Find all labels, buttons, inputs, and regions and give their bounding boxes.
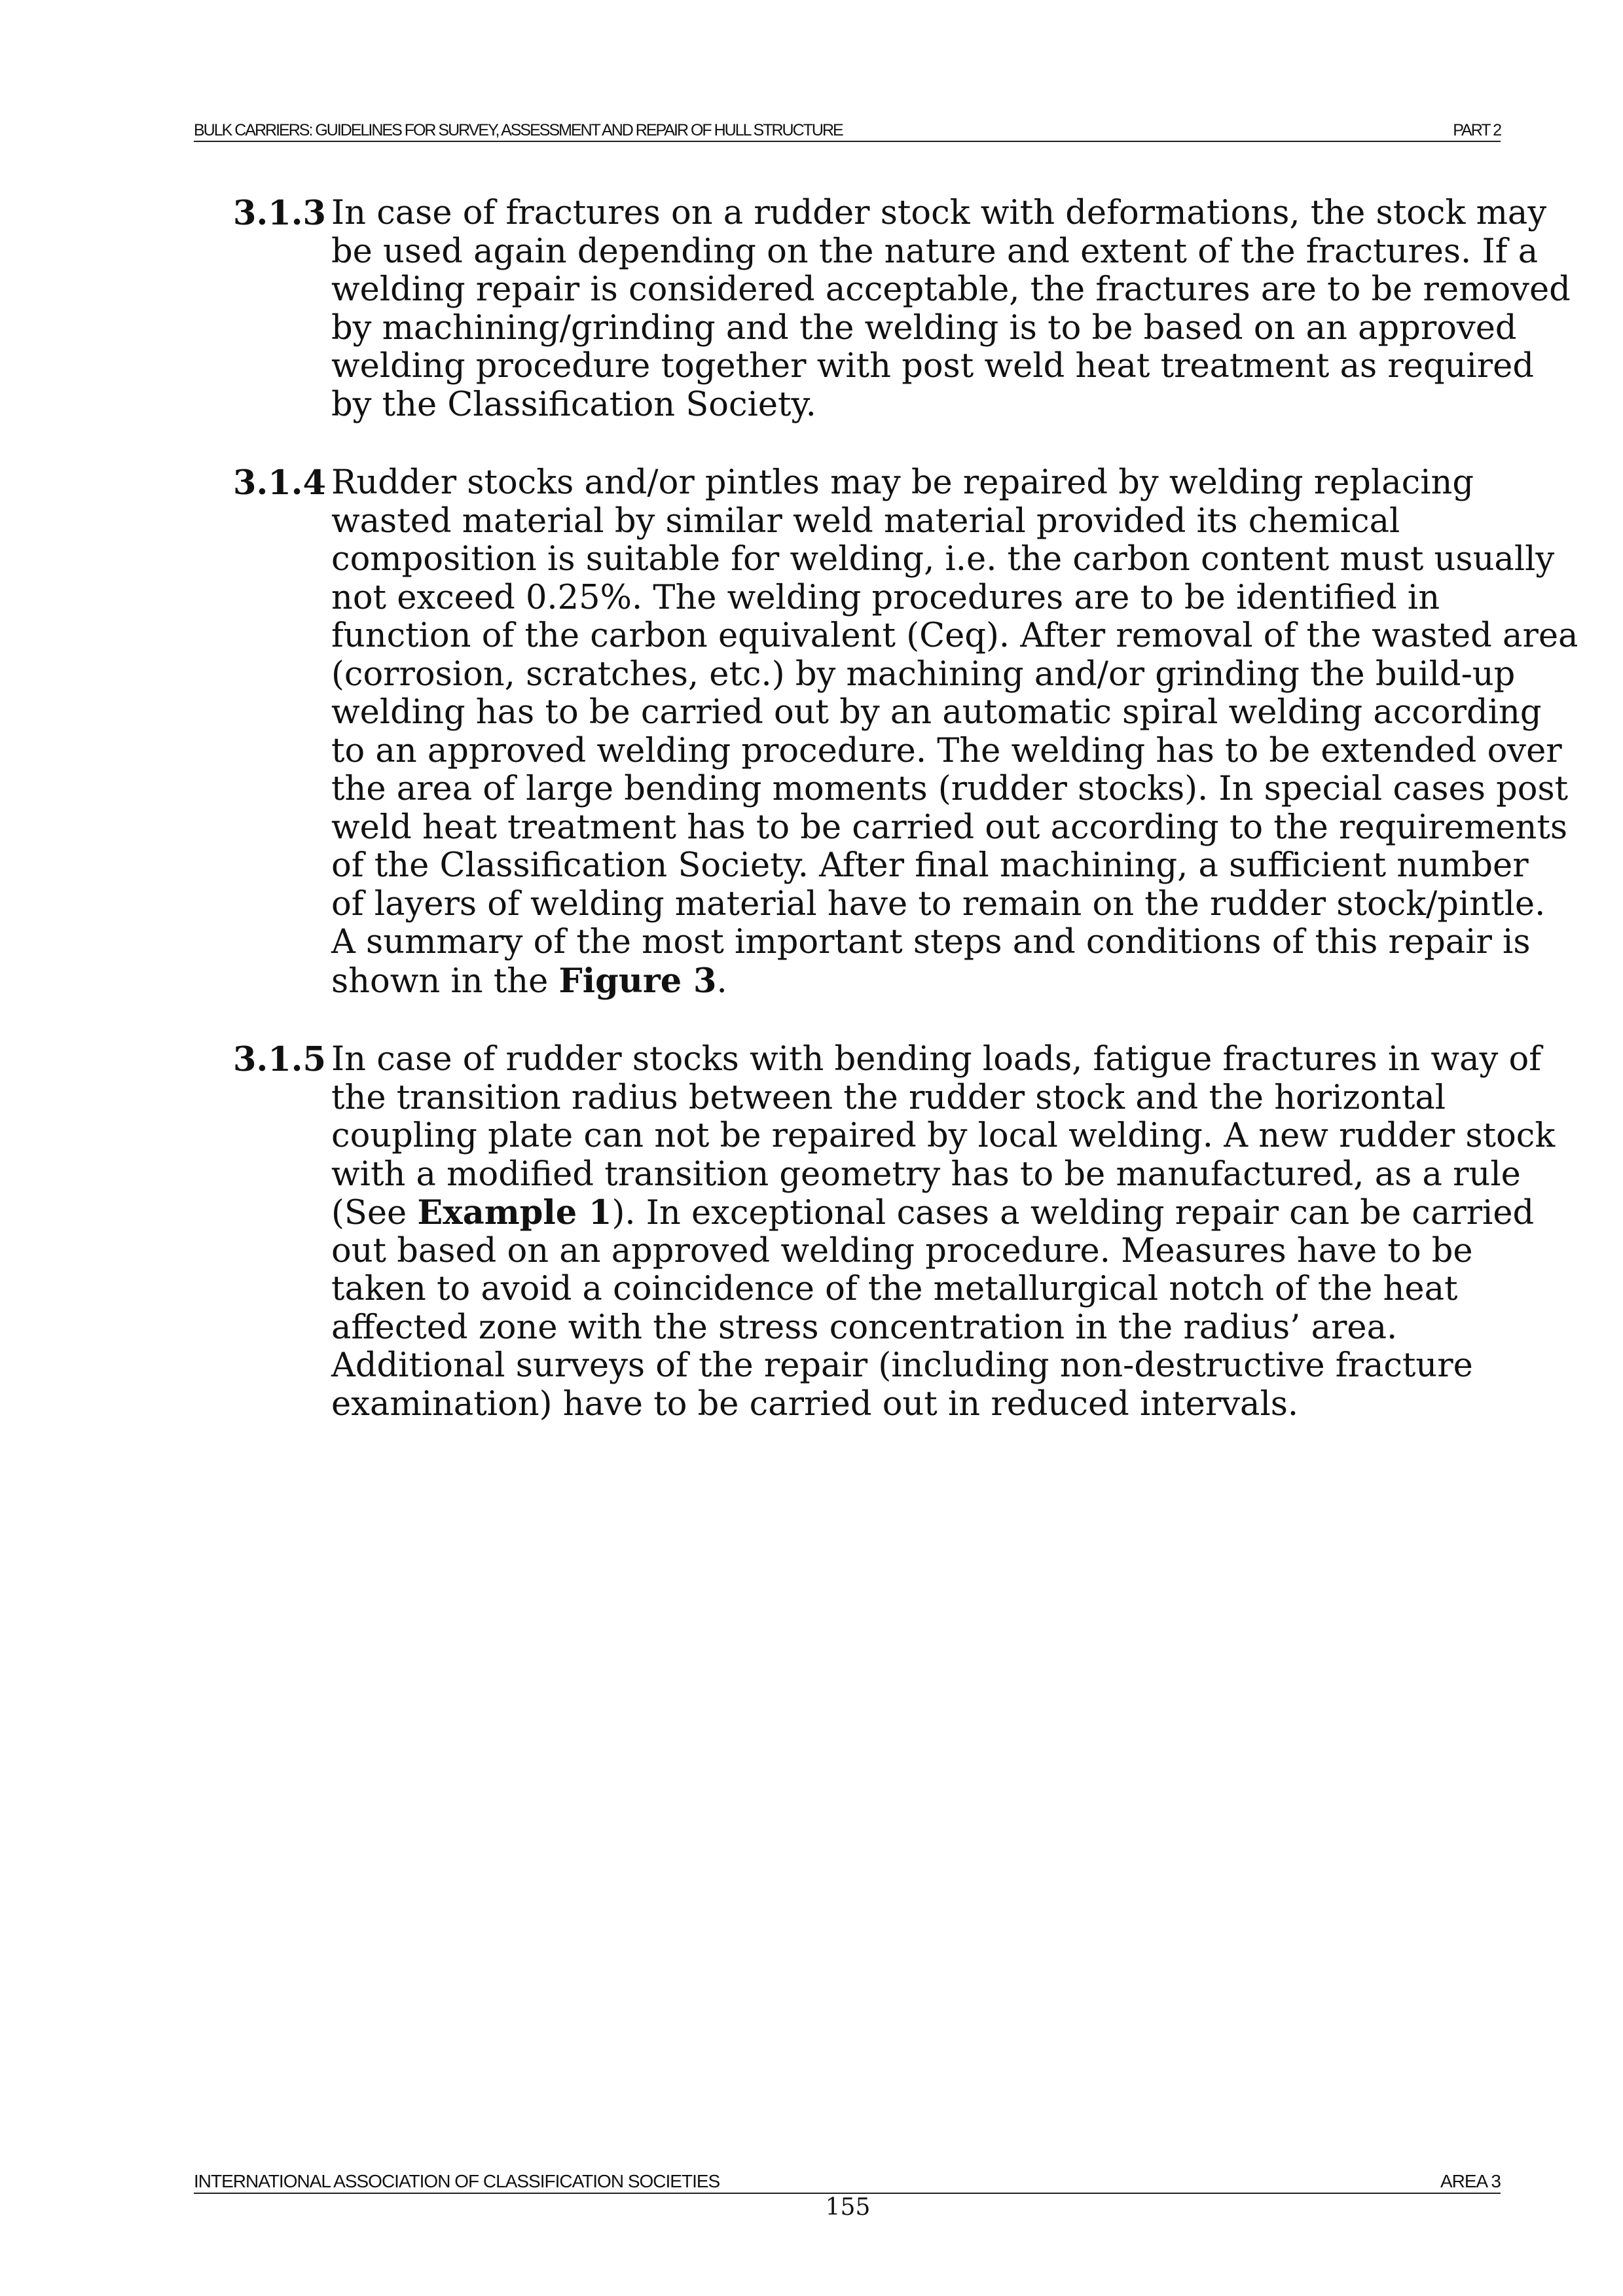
- text-line: welding procedure together with post weld heat treatment as required: [331, 347, 1534, 386]
- text-line: taken to avoid a coincidence of the metallurgical notch of the heat: [331, 1270, 1458, 1308]
- text-line: with a modified transition geometry has to be manufactured, as a rule: [331, 1155, 1521, 1194]
- text-line: wasted material by similar weld material provided its chemical: [331, 501, 1400, 541]
- section-3-1-5: [233, 1040, 1556, 1424]
- section-3-1-4: [233, 463, 1578, 1001]
- text-line: A summary of the most important steps and conditions of this repair is: [331, 923, 1531, 961]
- text-line: examination) have to be carried out in reduced intervals.: [331, 1384, 1299, 1424]
- page-footer: [194, 2170, 1501, 2194]
- text-line: the transition radius between the rudder stock and the horizontal: [331, 1078, 1446, 1117]
- text-line: welding repair is considered acceptable, the fractures are to be removed: [331, 270, 1571, 309]
- text-line: not exceed 0.25%. The welding procedures are to be identified in: [331, 578, 1440, 617]
- text-fragment: shown in the: [331, 961, 559, 1001]
- footer-organization: INTERNATIONAL ASSOCIATION OF CLASSIFICATION SOCIETIES: [194, 2171, 720, 2191]
- page-number: 155: [825, 2194, 871, 2221]
- text-line: be used again depending on the nature and extent of the fractures. If a: [331, 232, 1539, 271]
- text-line: to an approved welding procedure. The welding has to be extended over: [331, 731, 1562, 770]
- text-line: coupling plate can not be repaired by local welding. A new rudder stock: [331, 1117, 1556, 1155]
- text-line: (corrosion, scratches, etc.) by machining and/or grinding the build-up: [331, 655, 1516, 694]
- section-body: [331, 194, 1571, 424]
- section-3-1-3: [233, 194, 1571, 424]
- text-line: Rudder stocks and/or pintles may be repaired by welding replacing: [331, 463, 1474, 502]
- header-title: BULK CARRIERS: GUIDELINES FOR SURVEY, ASSESSMENT AND REPAIR OF HULL STRUCTURE: [194, 121, 843, 139]
- section-number: 3.1.3: [233, 194, 326, 233]
- text-line: by machining/grinding and the welding is to be based on an approved: [331, 308, 1517, 348]
- example-reference: Example 1: [417, 1193, 612, 1232]
- text-line: of the Classification Society. After final machining, a sufficient number: [331, 846, 1529, 885]
- text-line: [331, 962, 1516, 1001]
- text-line: weld heat treatment has to be carried out according to the requirements: [331, 808, 1568, 847]
- footer-area: AREA 3: [1440, 2171, 1501, 2191]
- text-fragment: .: [716, 961, 727, 1001]
- text-line: the area of large bending moments (rudder stocks). In special cases post: [331, 770, 1569, 808]
- text-line: Additional surveys of the repair (including non-destructive fracture: [331, 1346, 1473, 1385]
- text-fragment: ). In exceptional cases a welding repair can be carried: [611, 1194, 1535, 1232]
- text-line: [331, 1193, 1535, 1232]
- section-number: 3.1.5: [233, 1040, 326, 1079]
- text-fragment: (See: [331, 1194, 418, 1232]
- text-line: affected zone with the stress concentration in the radius’ area.: [331, 1308, 1398, 1347]
- section-body: [331, 1040, 1556, 1424]
- figure-reference: Figure 3: [558, 961, 717, 1001]
- header-part: PART 2: [1453, 121, 1501, 139]
- page-header: [194, 120, 1501, 142]
- text-line: In case of rudder stocks with bending loads, fatigue fractures in way of: [331, 1040, 1542, 1079]
- text-line: by the Classification Society.: [331, 385, 816, 424]
- text-line: out based on an approved welding procedure. Measures have to be: [331, 1231, 1473, 1270]
- text-line: composition is suitable for welding, i.e. the carbon content must usually: [331, 540, 1555, 579]
- section-body: [331, 463, 1578, 1001]
- text-line: welding has to be carried out by an automatic spiral welding according: [331, 693, 1542, 732]
- text-line: function of the carbon equivalent (Ceq). After removal of the wasted area: [331, 617, 1578, 655]
- section-number: 3.1.4: [233, 463, 326, 503]
- text-line: In case of fractures on a rudder stock with deformations, the stock may: [331, 194, 1547, 232]
- text-line: of layers of welding material have to remain on the rudder stock/pintle.: [331, 884, 1546, 924]
